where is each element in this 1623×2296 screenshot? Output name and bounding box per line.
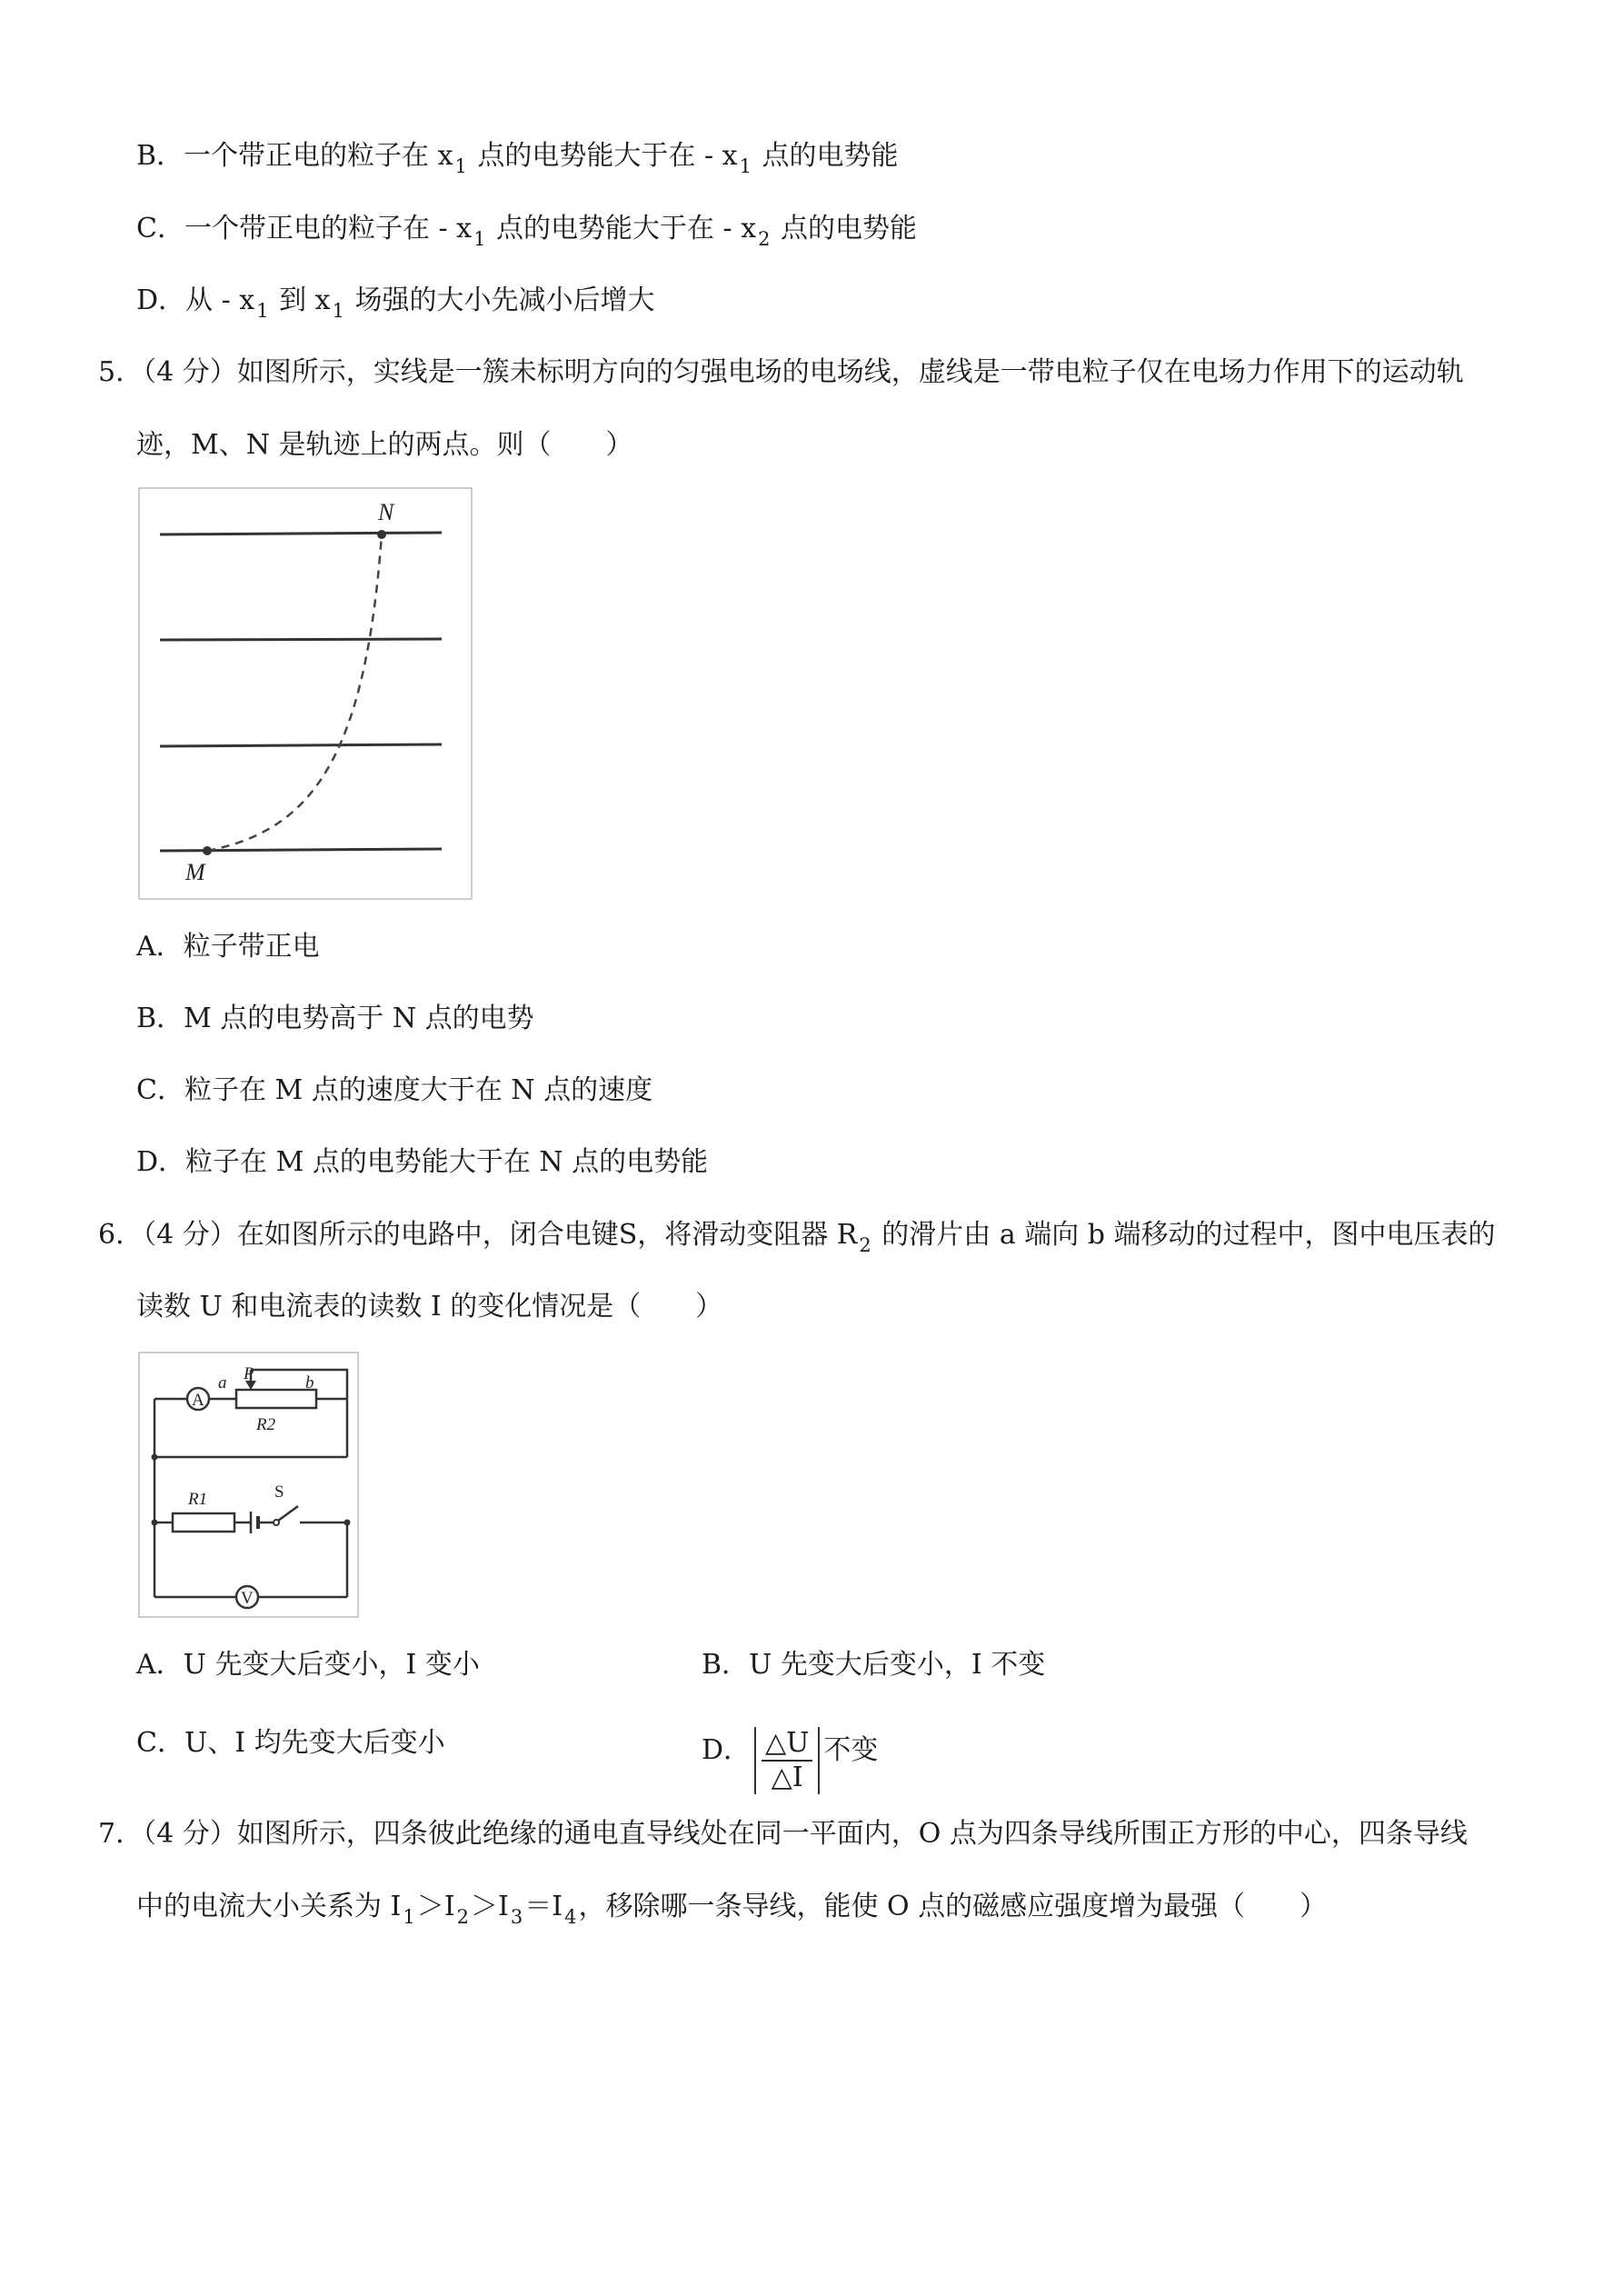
q5-option-c: C．粒子在 M 点的速度大于在 N 点的速度	[136, 1074, 653, 1106]
label-r2: R2	[256, 1415, 276, 1434]
label-r1: R1	[188, 1490, 208, 1509]
q5-option-a: A．粒子带正电	[136, 931, 320, 963]
label-m: M	[185, 859, 205, 885]
junction-dot	[152, 1454, 158, 1461]
ammeter-label: A	[192, 1391, 204, 1410]
junction-dot	[152, 1520, 158, 1526]
field-line-3	[160, 744, 442, 746]
q6-circuit-figure	[138, 1352, 361, 1620]
q4-option-c: C．一个带正电的粒子在 - $x_1$ 点的电势能大于在 - $x_2$ 点的电势能	[136, 213, 918, 250]
q5-option-d: D．粒子在 M 点的电势能大于在 N 点的电势能	[136, 1146, 709, 1178]
q7-stem-line1: 7．（4 分）如图所示，四条彼此绝缘的通电直导线处在同一平面内，O 点为四条导线所围正方形的中心，四条导线	[98, 1818, 1468, 1850]
q6-option-a: A．U 先变大后变小，I 变小	[136, 1649, 480, 1681]
q6-stem-line1: 6．（4 分）在如图所示的电路中，闭合电键S，将滑动变阻器 $R_2$ 的滑片由 a 端向 b 端移动的过程中，图中电压表的	[98, 1219, 1496, 1256]
q6-option-c: C．U、I 均先变大后变小	[136, 1727, 445, 1759]
q6-option-d: D． $\frac{\triangle U}{\triangle I}$ 不变	[702, 1709, 878, 1794]
q6-option-b: B．U 先变大后变小，I 不变	[702, 1649, 1046, 1681]
resistor-r1	[173, 1513, 234, 1532]
label-a: a	[218, 1373, 227, 1393]
rheostat-r2	[236, 1390, 316, 1408]
field-line-2	[160, 639, 442, 640]
q4-option-b: B．一个带正电的粒子在 $x_1$ 点的电势能大于在 - $x_1$ 点的电势能	[136, 140, 899, 177]
q4-option-d: D．从 - $x_1$ 到 $x_1$ 场强的大小先减小后增大	[136, 285, 655, 322]
voltmeter-label: V	[241, 1589, 254, 1608]
label-b: b	[305, 1373, 314, 1393]
q5-electric-field-figure	[138, 487, 474, 901]
field-line-4	[160, 849, 442, 851]
point-m	[203, 846, 212, 855]
q5-stem-line1: 5．（4 分）如图所示，实线是一簇未标明方向的匀强电场的电场线，虚线是一带电粒子仅在电场力作用下的运动轨	[98, 356, 1464, 388]
label-p: P	[244, 1364, 254, 1383]
label-n: N	[378, 499, 394, 525]
q7-stem-line2: 中的电流大小关系为 $I_1>I_2>I_3=I_4$，移除哪一条导线，能使 O 点的磁感应强度增为最强（ ）	[136, 1891, 1328, 1928]
q5-option-b: B．M 点的电势高于 N 点的电势	[136, 1003, 534, 1034]
field-line-1	[160, 533, 442, 534]
fraction-abs: $\frac{\triangle U}{\triangle I}$	[754, 1709, 820, 1794]
figure-frame	[139, 488, 472, 899]
q6-stem-line2: 读数 U 和电流表的读数 I 的变化情况是（ ）	[136, 1291, 723, 1323]
point-n	[377, 530, 386, 539]
q5-stem-line2: 迹，M、N 是轨迹上的两点。则（ ）	[136, 429, 633, 461]
label-s: S	[274, 1482, 284, 1502]
